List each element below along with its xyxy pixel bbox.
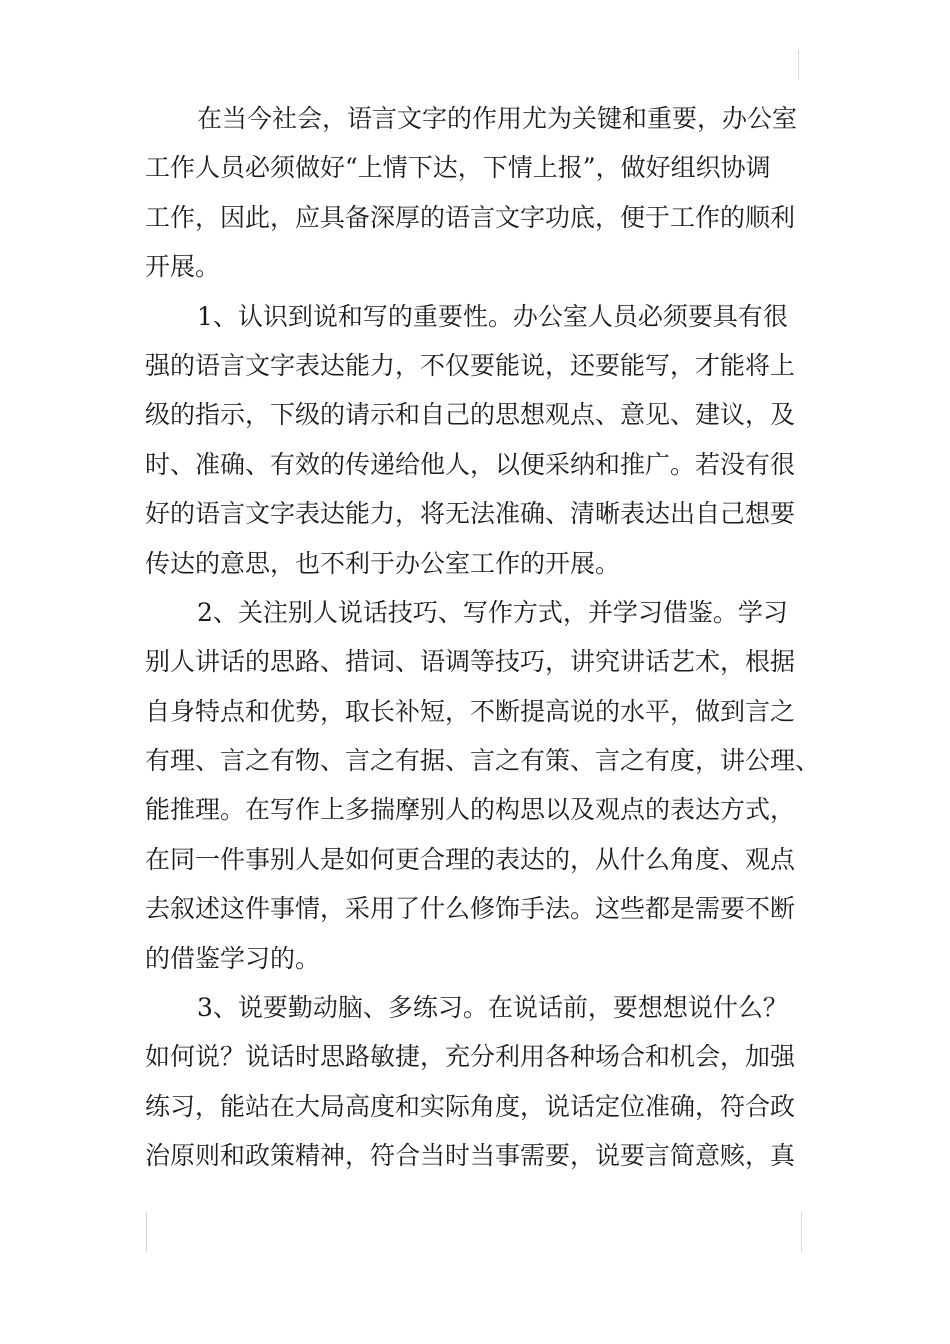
text-line: 2、关注别人说话技巧、写作方式，并学习借鉴。学习 bbox=[197, 597, 788, 627]
text-line: 自身特点和优势，取长补短，不断提高说的水平，做到言之 bbox=[145, 696, 796, 726]
corner-mark bbox=[146, 1212, 147, 1252]
text-line: 开展。 bbox=[145, 252, 221, 282]
corner-mark bbox=[798, 50, 799, 80]
text-line: 在当今社会，语言文字的作用尤为关键和重要，办公室 bbox=[197, 104, 798, 133]
text-line: 如何说？说话时思路敏捷，充分利用各种场合和机会，加强 bbox=[145, 1042, 796, 1072]
corner-mark bbox=[801, 1212, 802, 1252]
text-line: 3、说要勤动脑、多练习。在说话前，要想想说什么？ bbox=[197, 993, 788, 1023]
text-line: 有理、言之有物、言之有据、言之有策、言之有度，讲公理、 bbox=[145, 746, 821, 776]
text-line: 传达的意思，也不利于办公室工作的开展。 bbox=[145, 548, 621, 578]
text-line: 级的指示，下级的请示和自己的思想观点、意见、建议，及 bbox=[145, 400, 796, 430]
text-line: 工作，因此，应具备深厚的语言文字功底，便于工作的顺利 bbox=[145, 202, 796, 232]
text-line: 工作人员必须做好“上情下达，下情上报”，做好组织协调 bbox=[145, 153, 771, 183]
text-line: 强的语言文字表达能力，不仅要能说，还要能写，才能将上 bbox=[145, 350, 796, 380]
text-line: 好的语言文字表达能力，将无法准确、清晰表达出自己想要 bbox=[145, 499, 796, 529]
text-line: 的借鉴学习的。 bbox=[145, 943, 321, 973]
text-line: 练习，能站在大局高度和实际角度，说话定位准确，符合政 bbox=[145, 1091, 796, 1121]
text-line: 治原则和政策精神，符合当时当事需要，说要言简意赅，真 bbox=[145, 1141, 796, 1171]
text-line: 能推理。在写作上多揣摩别人的构思以及观点的表达方式， bbox=[145, 795, 796, 825]
text-line: 在同一件事别人是如何更合理的表达的，从什么角度、观点 bbox=[145, 844, 796, 874]
body-text bbox=[145, 94, 835, 1181]
text-line: 时、准确、有效的传递给他人，以便采纳和推广。若没有很 bbox=[145, 449, 796, 479]
text-line: 去叙述这件事情，采用了什么修饰手法。这些都是需要不断 bbox=[145, 894, 796, 924]
text-line: 1、认识到说和写的重要性。办公室人员必须要具有很 bbox=[197, 301, 788, 331]
text-line: 别人讲话的思路、措词、语调等技巧，讲究讲话艺术，根据 bbox=[145, 647, 796, 677]
